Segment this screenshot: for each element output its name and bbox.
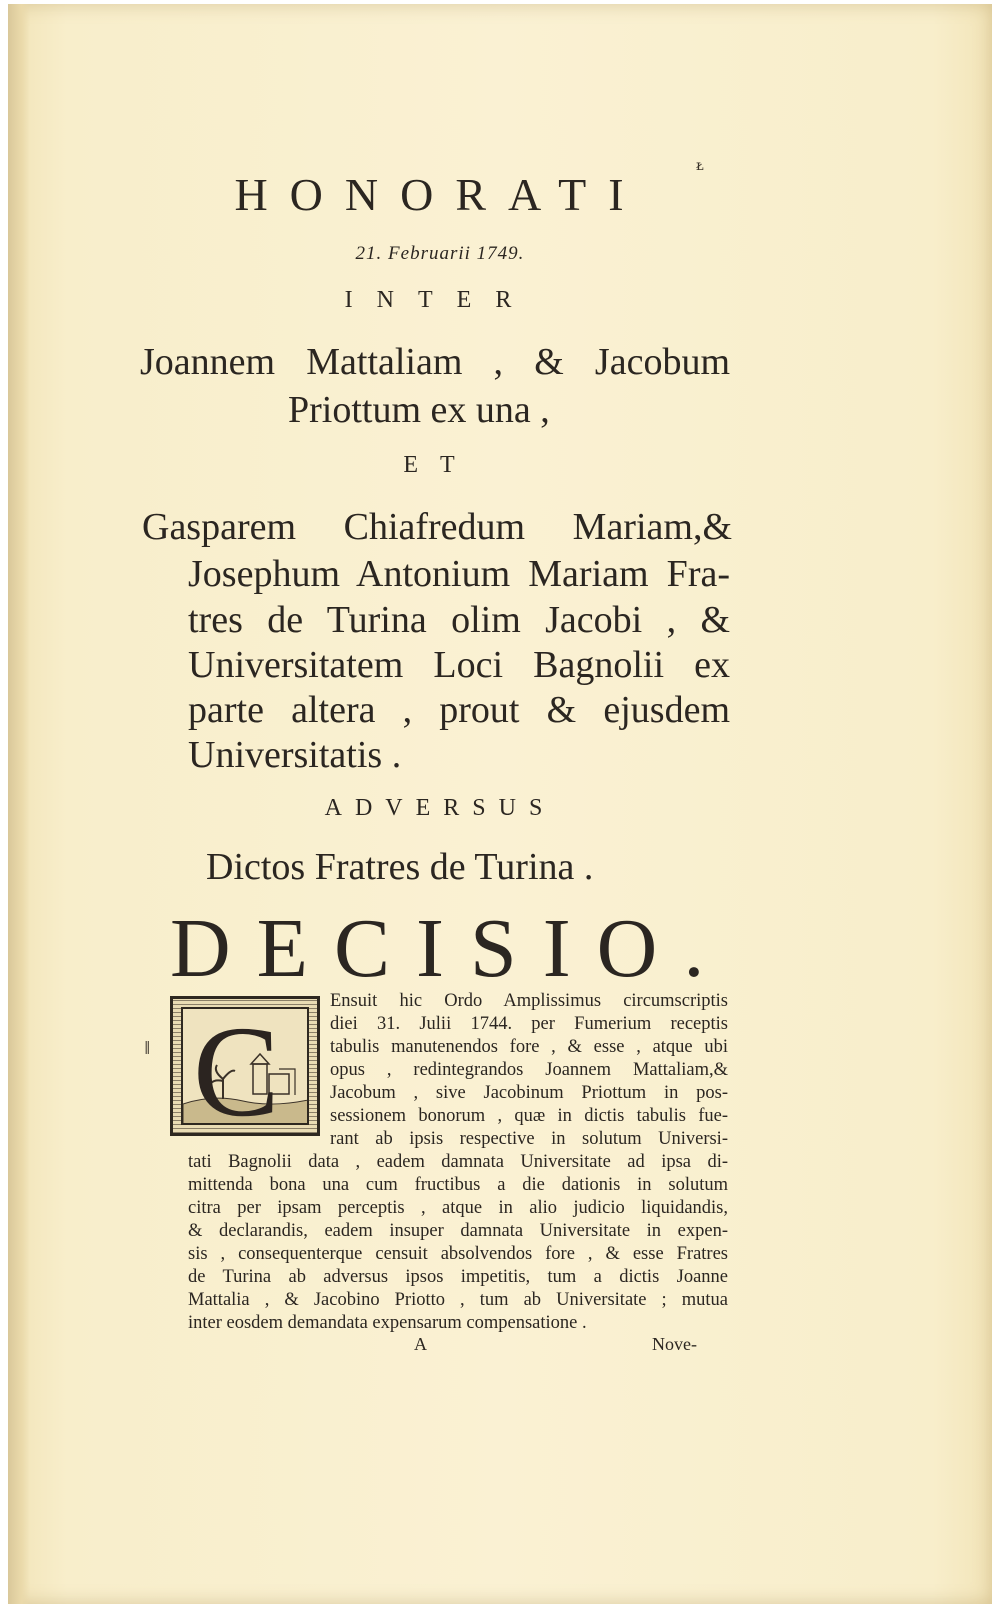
- party-one-line-1: Joannem Mattaliam , & Jacobum: [140, 341, 730, 383]
- body-line: sessionem bonorum , quæ in dictis tabulis fue-: [330, 1106, 728, 1126]
- body-line: tati Bagnolii data , eadem damnata Universitate ad ipsa di-: [188, 1152, 728, 1172]
- party-one-line-2: Priottum ex una ,: [288, 389, 550, 431]
- catchword: Nove-: [652, 1334, 697, 1354]
- party-two-line-3: tres de Turina olim Jacobi , &: [188, 599, 730, 641]
- page-corner-mark-icon: ᴌ: [696, 158, 704, 174]
- body-line: citra per ipsam perceptis , atque in alio judicio liquidandis,: [188, 1198, 728, 1218]
- decision-text-beside-initial: [330, 990, 728, 1151]
- body-line: sis , consequenterque censuit absolvendos fore , & esse Fratres: [188, 1244, 728, 1264]
- decision-text-full-width: [188, 1151, 728, 1335]
- party-two-line-2: Josephum Antonium Mariam Fra-: [188, 553, 730, 595]
- body-line: opus , redintegrandos Joannem Mattaliam,&: [330, 1060, 728, 1080]
- body-line: & declarandis, eadem insuper damnata Universitate in expen-: [188, 1221, 728, 1241]
- adversus-heading: ADVERSUS: [324, 795, 556, 821]
- decorated-initial: [170, 996, 320, 1136]
- decisio-heading: DECISIO.: [170, 902, 731, 995]
- inter-heading: INTER: [344, 287, 536, 313]
- body-line: rant ab ipsis respective in solutum Universi-: [330, 1129, 728, 1149]
- party-two-line-1: Gasparem Chiafredum Mariam,&: [142, 506, 732, 548]
- body-line: diei 31. Julii 1744. per Fumerium receptis: [330, 1014, 728, 1034]
- adversus-party: Dictos Fratres de Turina .: [206, 846, 594, 888]
- body-line: Jacobum , sive Jacobinum Priottum in pos-: [330, 1083, 728, 1103]
- party-two-line-5: parte altera , prout & ejusdem: [188, 689, 730, 731]
- party-two-line-4: Universitatem Loci Bagnolii ex: [188, 644, 730, 686]
- margin-mark-icon: ‖: [144, 1040, 151, 1055]
- party-two-line-6: Universitatis .: [188, 734, 402, 776]
- document-title: HONORATI: [234, 169, 646, 220]
- body-line: Mattalia , & Jacobino Priotto , tum ab Universitate ; mutua: [188, 1290, 728, 1310]
- initial-frame: [181, 1007, 309, 1125]
- et-heading: ET: [403, 452, 477, 478]
- body-line: de Turina ab adversus ipsos impetitis, tum a dictis Joanne: [188, 1267, 728, 1287]
- document-date: 21. Februarii 1749.: [355, 243, 525, 264]
- signature-mark: A: [414, 1334, 427, 1354]
- body-line: tabulis manutenendos fore , & esse , atque ubi: [330, 1037, 728, 1057]
- body-line: mittenda bona una cum fructibus a die dationis in solutum: [188, 1175, 728, 1195]
- initial-letter: C: [193, 1007, 280, 1125]
- body-line: Ensuit hic Ordo Amplissimus circumscriptis: [330, 991, 728, 1011]
- body-line: inter eosdem demandata expensarum compensatione .: [188, 1313, 587, 1333]
